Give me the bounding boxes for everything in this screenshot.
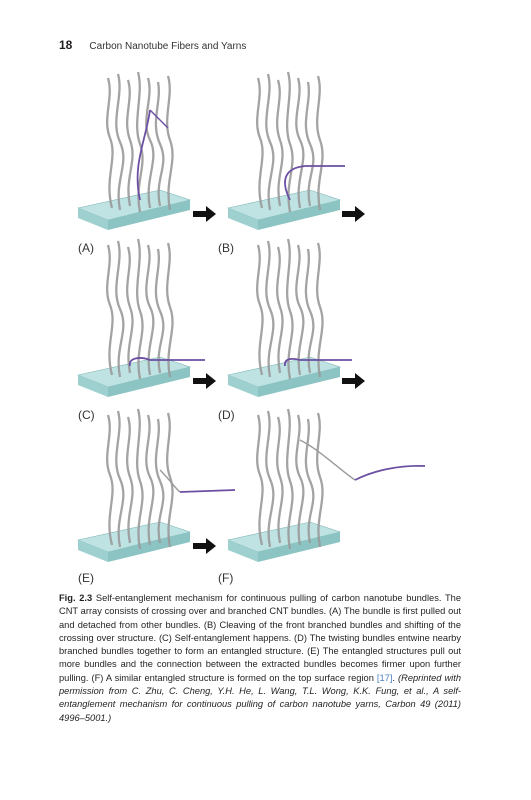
panel-c-illustration xyxy=(78,239,205,397)
figure-caption xyxy=(59,592,461,725)
arrow-d xyxy=(342,373,365,389)
caption-reference-link[interactable]: [17] xyxy=(376,672,393,683)
caption-after-ref: . xyxy=(392,672,399,683)
caption-text: Self-entanglement mechanism for continuous pulling of carbon nanotube bundles. The CNT array consists of crossing over and branched CNT bundles. (A) The bundle is first pulled out and detached from other bundles. (B) Cleaving of the front branched bundles and shifting of the crossing over structure. (C) Self-entanglement happens. (D) The twisting bundles entwine nearby branched bundles together to form an entangled structure. (E) The entangled structures pull out more bundles and the connection between the extracted bundles becomes firmer upon further pulling. (F) A similar entangled structure is formed on the top surface region xyxy=(59,593,461,683)
panel-b-illustration xyxy=(228,72,345,230)
arrow-a-to-b xyxy=(193,206,216,222)
caption-figure-label: Fig. 2.3 xyxy=(59,593,93,603)
arrow-c-to-d xyxy=(193,373,216,389)
panel-a-illustration xyxy=(78,72,190,230)
arrow-e-to-f xyxy=(193,538,216,554)
panel-label-f: (F) xyxy=(218,571,234,585)
page-number: 18 xyxy=(59,38,73,52)
running-title: Carbon Nanotube Fibers and Yarns xyxy=(89,41,247,52)
panel-label-e: (E) xyxy=(78,571,94,585)
panel-label-d: (D) xyxy=(218,408,235,422)
caption-credit: (Reprinted with permission from C. Zhu, C. Cheng, Y.H. He, L. Wang, T.L. Wong, K.K. Fung, et al., A self-entanglement mechanism for continuous pulling of carbon nanotube yarns, Carbon 49 (2011) 4996–5001.) xyxy=(59,672,461,723)
panel-label-b: (B) xyxy=(218,241,234,255)
panel-d-illustration xyxy=(228,239,352,397)
panel-e-illustration xyxy=(78,409,235,562)
panel-label-a: (A) xyxy=(78,241,94,255)
panel-label-c: (C) xyxy=(78,408,95,422)
panel-f-illustration xyxy=(228,409,425,562)
arrow-b xyxy=(342,206,365,222)
